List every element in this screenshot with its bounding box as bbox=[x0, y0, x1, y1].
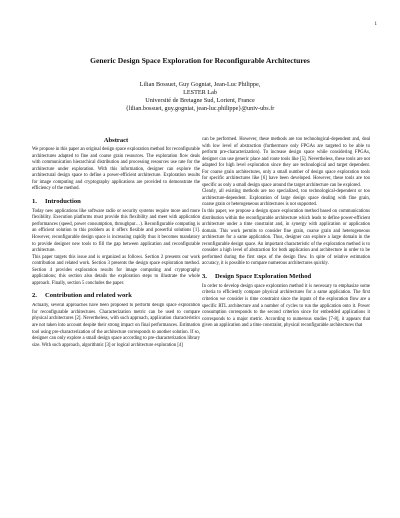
abstract-text: We propose in this paper an original design space exploration method for reconfigurable architectures adapted to fine and coarse grain resources. The exploration flow deals with communication hierarchical distribution and processing resources use rate for the architecture under exploration. With this information, designer can explore the architectural design space to define a power-efficient architecture. Exploration results for image computing and cryptography applications are provided to demonstrate the efficiency of the method. bbox=[32, 147, 200, 192]
author-emails: {lilian.bossuet, guy.gogniat, jean-luc.philippe}@univ-ubs.fr bbox=[125, 105, 275, 112]
abstract-heading: Abstract bbox=[103, 137, 129, 144]
page-number: 1 bbox=[374, 22, 377, 27]
author-lab: LESTER Lab bbox=[183, 89, 217, 96]
section-heading-introduction bbox=[32, 198, 200, 206]
paragraph-continued: can be performed. However, these methods are too technological-dependent and, deal with low level of abstraction (furthermore only FPGAs are targeted to be able to perform pre-characterization). To increase design space while considering FPGAs, designer can use generic place and route tools like [5]. Nevertheless, these tools are not adapted for high level exploration since they are technological and target dependent. For coarse grain architectures, only a small number of design space exploration tools for specific architectures like [6] have been developed. However, these tools are too specific as only a small design space around the target architecture can be explored. bbox=[202, 137, 370, 188]
section-number: 2. bbox=[32, 292, 37, 300]
section-title: Design Space Exploration Method bbox=[215, 272, 312, 280]
section-number: 3. bbox=[202, 272, 207, 280]
author-block bbox=[0, 81, 400, 113]
right-column bbox=[202, 137, 370, 330]
paragraph: This paper targets this issue and is organized as follows. Section 2 presents our work contribution and related work. Section 3 presents the design space exploration method. Section 4 provides exploration results for image computing and cryptography applications; this section also details the exploration steps to illustrate the whole approach. Finally, section 5 concludes the paper. bbox=[32, 254, 200, 286]
paragraph: Actually, several approaches have been proposed to perform design space exploration for reconfigurable architectures. Characterization metric can be used to compare physical architectures [2]. Nevertheless, with such approach, application characteristics are not taken into account despite their strong impact on final performances. Estimation tool using pre-characterization of the architecture corresponds to another solution. If so, designer can only explore a small design space according to pre-characterization library size. With such approach, algorithmic [3] or logical architecture exploration [4] bbox=[32, 303, 200, 348]
author-names: Lilian Bossuet, Guy Gogniat, Jean-Luc Philippe, bbox=[139, 81, 261, 88]
paper-title: Generic Design Space Exploration for Reconfigurable Architectures bbox=[90, 56, 310, 65]
section-heading-method bbox=[202, 273, 370, 281]
paragraph: In this paper, we propose a design space exploration method based on communications distribution within the reconfigurable architecture which leads to define power-efficient architecture under a time constraint and, in synergy with application or application domain. This work permits to consider fine grain, coarse grain and heterogeneous architecture for a same application. Thus, designer can explore a large domain in the reconfigurable design space. An important characteristic of the exploration method is to consider a high level of abstraction for both application and architecture in order to be performed during the first steps of the design flow. In spite of relative estimation accuracy, it is possible to compare numerous architectures quickly. bbox=[202, 209, 370, 267]
paragraph: Clearly, all existing methods are too specialized, too technological-dependent or too architecture-dependent. Exploration of large design space dealing with fine grain, coarse grain or heterogeneous architectures is not supported. bbox=[202, 189, 370, 208]
section-title: Introduction bbox=[45, 197, 81, 205]
author-institution: Université de Bretagne Sud, Lorient, France bbox=[145, 97, 255, 104]
section-number: 1. bbox=[32, 197, 37, 205]
section-heading-contribution bbox=[32, 292, 200, 300]
left-column bbox=[32, 137, 200, 349]
section-title: Contribution and related work bbox=[45, 292, 132, 300]
paragraph: Today new applications like software radio or security systems require more and more flexibility. Execution platforms must provide this flexibility and meet with application performances (speed, power consumption, throughput…). Reconfigurable computing is an efficient solution to this problem as it offers flexible and powerful solutions [1]. However, reconfigurable design space is increasing rapidly thus it becomes mandatory to provide designer new tools to fill the gap between application and reconfigurable architecture. bbox=[32, 208, 200, 254]
paragraph: In order to develop design space exploration method it is necessary to emphasize some criteria to efficiently compare physical architectures for a same application. The first criterion we consider is time constraint since the inputs of the exploration flow are a specific RTL architecture and a number of cycles to run the application onto it. Power consumption corresponds to the second criterion since for embedded applications it corresponds to a major metric. According to numerous studies [7-8], it appears that given an application and a time constraint, physical reconfigurable architectures that bbox=[202, 283, 370, 329]
